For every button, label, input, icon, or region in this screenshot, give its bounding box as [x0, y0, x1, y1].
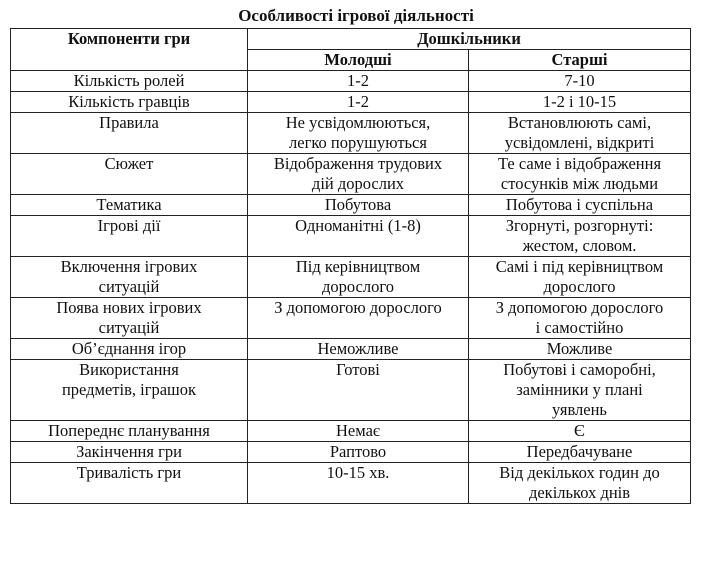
header-components: Компоненти гри — [11, 29, 248, 71]
cell-text: 1-2 і 10-15 — [542, 92, 617, 111]
older-cell — [469, 113, 691, 154]
cell-text: Тривалість гри — [76, 463, 182, 482]
table-row — [11, 339, 691, 360]
cell-text: дій дорослих — [311, 174, 405, 193]
component-cell — [11, 195, 248, 216]
cell-text: легко порушуються — [289, 133, 427, 152]
cell-text: дорослого — [543, 277, 616, 296]
table-body — [11, 71, 691, 504]
cell-text: Правила — [99, 113, 159, 132]
cell-text: усвідомлені, відкриті — [504, 133, 655, 152]
younger-cell — [248, 113, 469, 154]
older-cell — [469, 463, 691, 504]
younger-cell — [248, 298, 469, 339]
cell-text: Одноманітні (1-8) — [295, 216, 421, 235]
older-cell — [469, 339, 691, 360]
cell-text: 10-15 хв. — [326, 463, 390, 482]
header-preschoolers: Дошкільники — [248, 29, 691, 50]
cell-text: Кількість ролей — [73, 71, 185, 90]
cell-text: Ігрові дії — [97, 216, 161, 235]
cell-text: Тематика — [96, 195, 162, 214]
component-cell — [11, 216, 248, 257]
table-title: Особливості ігрової діяльності — [238, 6, 474, 25]
cell-text: Попереднє планування — [48, 421, 210, 440]
cell-text: 1-2 — [347, 92, 369, 111]
table-row — [11, 92, 691, 113]
cell-text: жестом, словом. — [522, 236, 637, 255]
younger-cell — [248, 463, 469, 504]
cell-text: Під керівництвом — [295, 257, 421, 276]
table-row — [11, 463, 691, 504]
cell-text: Встановлюють самі, — [507, 113, 652, 132]
cell-text: Побутові і саморобні, — [503, 360, 656, 379]
cell-text: Не усвідомлюються, — [285, 113, 431, 132]
table-row — [11, 216, 691, 257]
game-activity-table — [10, 28, 691, 504]
header-older: Старші — [469, 50, 691, 71]
cell-text: стосунків між людьми — [500, 174, 659, 193]
younger-cell — [248, 360, 469, 421]
component-cell — [11, 154, 248, 195]
component-cell — [11, 463, 248, 504]
cell-text: Самі і під керівництвом — [495, 257, 664, 276]
younger-cell — [248, 442, 469, 463]
cell-text: Готові — [336, 360, 380, 379]
table-row — [11, 154, 691, 195]
component-cell — [11, 257, 248, 298]
older-cell — [469, 154, 691, 195]
table-row — [11, 195, 691, 216]
cell-text: 7-10 — [564, 71, 595, 90]
table-row — [11, 113, 691, 154]
cell-text: Неможливе — [317, 339, 399, 358]
cell-text: ситуацій — [98, 277, 160, 296]
cell-text: Немає — [336, 421, 380, 440]
cell-text: Відображення трудових — [273, 154, 443, 173]
cell-text: і самостійно — [535, 318, 624, 337]
cell-text: Об’єднання ігор — [71, 339, 187, 358]
component-cell — [11, 442, 248, 463]
cell-text: Кількість гравців — [68, 92, 190, 111]
table-row — [11, 71, 691, 92]
cell-text: дорослого — [322, 277, 394, 296]
older-cell — [469, 92, 691, 113]
component-cell — [11, 92, 248, 113]
cell-text: Можливе — [546, 339, 613, 358]
cell-text: Використання — [79, 360, 179, 379]
cell-text: декількох днів — [528, 483, 631, 502]
component-cell — [11, 71, 248, 92]
younger-cell — [248, 421, 469, 442]
component-cell — [11, 421, 248, 442]
cell-text: Раптово — [329, 442, 387, 461]
older-cell — [469, 298, 691, 339]
older-cell — [469, 421, 691, 442]
cell-text: уявлень — [552, 400, 607, 419]
cell-text: Згорнуті, розгорнуті: — [505, 216, 654, 235]
component-cell — [11, 113, 248, 154]
cell-text: Є — [574, 421, 585, 440]
younger-cell — [248, 257, 469, 298]
table-row — [11, 257, 691, 298]
older-cell — [469, 360, 691, 421]
component-cell — [11, 360, 248, 421]
cell-text: предметів, іграшок — [61, 380, 197, 399]
cell-text: Закінчення гри — [76, 442, 182, 461]
cell-text: Сюжет — [104, 154, 154, 173]
older-cell — [469, 257, 691, 298]
cell-text: З допомогою дорослого — [274, 298, 442, 317]
cell-text: Побутова — [324, 195, 392, 214]
cell-text: Передбачуване — [526, 442, 633, 461]
component-cell — [11, 339, 248, 360]
cell-text: замінники у плані — [516, 380, 643, 399]
header-younger: Молодші — [248, 50, 469, 71]
older-cell — [469, 195, 691, 216]
younger-cell — [248, 339, 469, 360]
older-cell — [469, 71, 691, 92]
cell-text: З допомогою дорослого — [495, 298, 664, 317]
table-row — [11, 442, 691, 463]
cell-text: 1-2 — [347, 71, 369, 90]
younger-cell — [248, 195, 469, 216]
older-cell — [469, 216, 691, 257]
table-row — [11, 298, 691, 339]
table-row — [11, 360, 691, 421]
cell-text: Поява нових ігрових — [56, 298, 202, 317]
younger-cell — [248, 92, 469, 113]
document — [10, 6, 702, 504]
cell-text: Побутова і суспільна — [505, 195, 654, 214]
younger-cell — [248, 216, 469, 257]
cell-text: Включення ігрових — [60, 257, 198, 276]
table-row — [11, 421, 691, 442]
cell-text: ситуацій — [98, 318, 160, 337]
younger-cell — [248, 154, 469, 195]
older-cell — [469, 442, 691, 463]
younger-cell — [248, 71, 469, 92]
cell-text: Те саме і відображення — [497, 154, 662, 173]
cell-text: Від декількох годин до — [499, 463, 660, 482]
header-row — [11, 29, 691, 50]
component-cell — [11, 298, 248, 339]
